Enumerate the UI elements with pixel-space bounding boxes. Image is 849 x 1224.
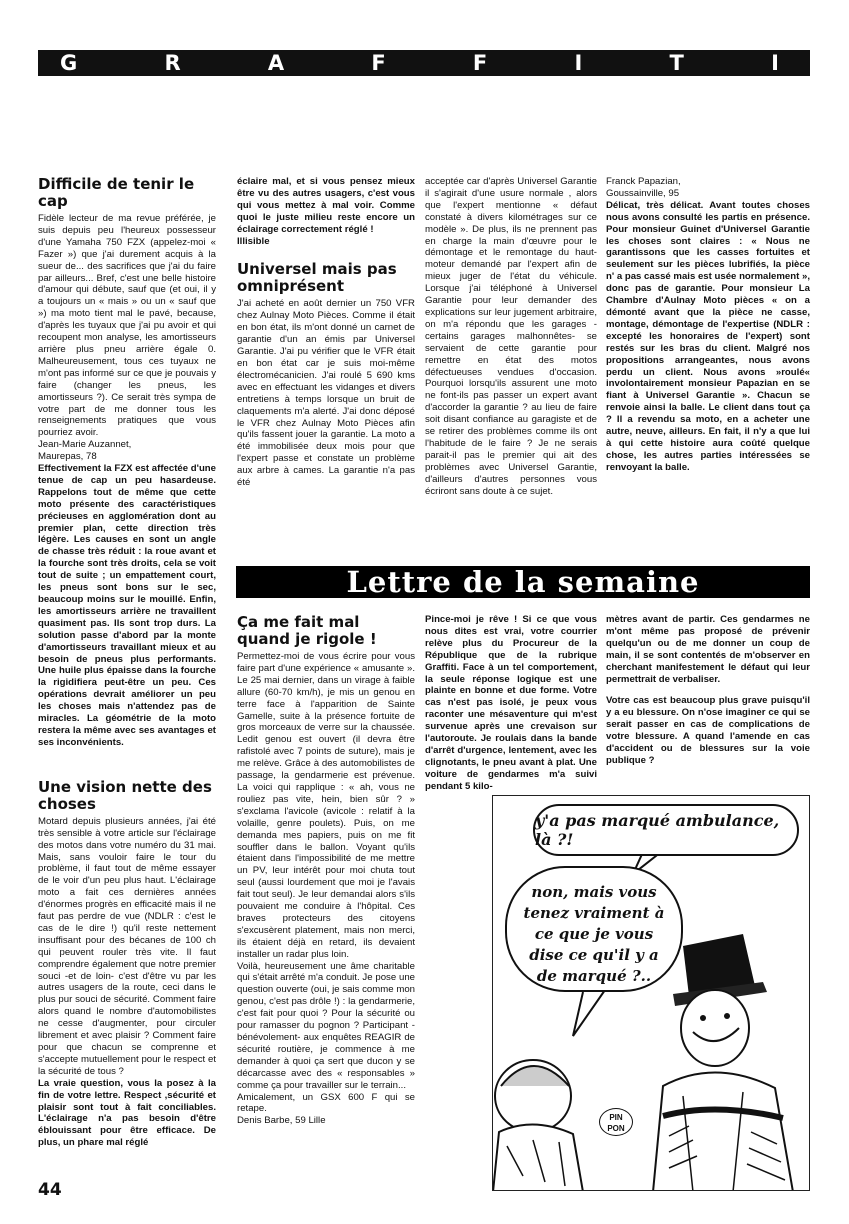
banner-letter: F	[472, 51, 489, 75]
column-2	[237, 176, 415, 489]
page-number: 44	[38, 1180, 62, 1200]
editor-answer: éclaire mal, et si vous pensez mieux être vu des autres usagers, c'est vous qui vous mettez à mal voir. Comme quoi le juste milieu reste encore un éclairage correctement réglé !	[237, 176, 415, 235]
banner-letter: G	[60, 51, 79, 75]
signature: Maurepas, 78	[38, 451, 97, 463]
banner-letter: A	[267, 51, 286, 75]
banner-letter: I	[574, 51, 584, 75]
signature: Denis Barbe, 59 Lille	[237, 1115, 326, 1127]
article-title: Universel mais pas omniprésent	[237, 260, 397, 296]
article-title: Difficile de tenir le cap	[38, 175, 195, 210]
column-4	[606, 176, 810, 474]
signature: Illisible	[237, 235, 270, 247]
speech-bubble-2: non, mais vous tenez vraiment à ce que je vous dise ce qu'il y a de marqué ?..	[505, 866, 683, 992]
column-lettre-1	[237, 614, 415, 1127]
letter-text: Voilà, heureusement une âme charitable qui s'était arrêté m'a conduit. Je pose une question ouverte (oui, je sais comme mon genou, c'est pas drôle !) : la gendarmerie, c'est fait pour quoi ? Pour la sécurité ou pour ramasser du pognon ? Participant -bénévolement- aux enquêtes REAGIR de sécurité routière, je commence à me demander à quoi ça sert que ducon y se décarcasse avec des « responsables » comme ça pour travailler sur le terrain...	[237, 960, 415, 1091]
editor-answer: Délicat, très délicat. Avant toutes choses nous avons consulté les partis en présence. Pour monsieur Guinet d'Universel Garantie les choses sont claires : « Nous ne garantissons que les casses fortuites et seulement sur les pièces lubrifiés, la pièce n' a pas cassé mais est usée normalement », donc pas de garantie. Pour monsieur La Chambre d'Aulnay Moto pièces « on a démonté avant que la pièce ne casse, montage, démontage de l'expertise (NDLR : excepté les honoraires de l'expert) sont restés sur les bras du client. Malgré nos propositions arrangeantes, nous avons perdu un client. Nous avons »roulé« involontairement monsieur Papazian en se fiant à Universel Garantie ». Chacun se renvoie ainsi la balle. Le client dans tout ça ? Il a revendu sa moto, en a acheter une autre, neuve, ailleurs. En fait, il n'y a que lui à qui cette histoire aura coûté quelque chose, les autres parties intéressées se renvoyant la balle.	[606, 199, 810, 473]
letter-text: J'ai acheté en août dernier un 750 VFR chez Aulnay Moto Pièces. Comme il était en bon état, ils m'ont donné un carnet de garantie d'un an émis par Universel Garantie. J'ai pu vérifier que le VFR était en bon état car je suis moi-même électromécanicien. J'ai roulé 5 690 kms avec en effectuant les vidanges et divers entretiens à temps lorsque un bruit de claquements m'a alerté. J'ai donc déposé le VFR chez Aulnay Moto Pièces afin qu'ils fassent jouer la garantie. La moto a été immobilisée deux mois pour que l'expert passe et constate un problème aux arbre à cames. La garantie n'a pas été	[237, 298, 415, 489]
editor-answer: Effectivement la FZX est affectée d'une tenue de cap un peu hasardeuse. Rappelons tout de même que cette moto présente des caractéristiques précieuses en agglomération dont au premier plan, cette direction très légère. Les causes en sont un angle de chasse très réduit : la roue avant et la fourche sont très droits, cela se voit tout de suite ; un empattement court, les pneus sont bons sur le sec, beaucoup moins sur le mouillé. Enfin, les amortisseurs arrière ne travaillent quasiment pas. Ils sont trop durs. La solution passe d'abord par la monte d'amortisseurs travaillant mieux et au besoin de pneus plus performants. Une huile plus épaisse dans la fourche la rigidifiera peut-être un peu. Ces opérations devrait améliorer un peu les choses mais n'attendez pas de miracles. La géométrie de la moto restera la même avec ses avantages et ses inconvénients.	[38, 463, 216, 748]
banner-letter: I	[771, 51, 780, 75]
banner-letter: T	[669, 51, 685, 75]
column-3	[425, 176, 597, 497]
graffiti-banner	[38, 50, 810, 76]
editor-answer: La vraie question, vous la posez à la fin de votre lettre. Respect ,sécurité et plaisir sont tout à fait conciliables. L'éclairage n'a pas besoin d'être éblouissant pour être efficace. De plus, un phare mal réglé	[38, 1077, 216, 1149]
signature: Franck Papazian,	[606, 176, 681, 187]
cartoon-illustration	[492, 795, 810, 1191]
letter-text: Amicalement, un GSX 600 F qui se retape.	[237, 1091, 415, 1115]
article-title: Une vision nette des choses	[38, 777, 212, 813]
article-title: Ça me fait mal quand je rigole !	[237, 613, 377, 648]
letter-text: Fidèle lecteur de ma revue préférée, je suis depuis peu l'heureux possesseur d'une Yamaha 750 FZX (appelez-moi « Fazer ») que j'ai durement acquis à la sueur de... des sacrifices que j'ai du faire par ailleurs... Bref, c'est une belle histoire d'amour qui débute, sauf que (et oui, il y a toujours un « mais » ou un « sauf que ») ma moto tient mal le pavé, because, d'après les tuyaux que j'ai pu avoir et qui recoupent mon analyse, les amortisseurs arrière plus pneu arrière égale 0. Malheureusement, tous ces tuyaux ne m'ont pas informé sur ce que je pouvais y faire (changer les pneus, les amortisseurs ?). Ce serait très sympa de votre part de me donner tous les renseignements pratiques que vous pourriez avoir.	[38, 213, 216, 439]
letter-text: acceptée car d'après Universel Garantie il s'agirait d'une usure normale , alors que l'expert mentionne « défaut constaté à divers kilométrages sur ce modèle ». De plus, ils ne prennent pas en charge la main d'œuvre pour le démontage et le remontage du haut-moteur demandé par l'expert afin de mieux juger de l'état du véhicule. Lorsque j'ai téléphoné à Universel Garantie pour leur demander des explications sur leur jugement arbitraire, on m'a répondu que les garages -certains garages malhonnêtes- se servaient de cette garantie pour remettre en état des motos défectueuses vendues d'occasion. Pourquoi lorsqu'ils assurent une moto ne font-ils pas passer un expert avant d'accorder la garantie ? au lieu de faire soit disant confiance au garagiste et de se retirer des problèmes comme ils ont l'habitude de le faire ? Je ne serais parait-il pas le premier qui ait des problèmes avec Universel Garantie, d'ailleurs d'autres personnes vous écriront sans doute à ce sujet.	[425, 176, 597, 497]
banner-letter: F	[371, 51, 387, 75]
letter-of-week-heading: Lettre de la semaine	[346, 565, 700, 599]
column-lettre-2	[425, 614, 597, 793]
column-lettre-3	[606, 614, 810, 767]
column-1	[38, 176, 216, 1149]
letter-text: Motard depuis plusieurs années, j'ai été très sensible à votre article sur l'éclairage des motos dans votre numéro du 31 mai. Mais, sans vouloir faire le tour du problème, il faut tout de même essayer de le voir d'un peu plus haut. L'éclairage moto a fait ces dernières années d'énormes progrès en efficacité mais il ne faut pas perdre de vue (NDLR : c'est le cas de le dire !) qu'il reste nettement insuffisant pour des bécanes de 100 ch qui peuvent rouler très vite. Il faut comprendre également que notre premier souci -et de loin- c'est d'être vu par les autres usagers de la route, ceci dans le plus pur souci de sécurité. Comment faire alors quand le nombre d'automobilistes ne cesse d'augmenter, pour circuler librement et avec plaisir ? Comment faire pour que chacun se comprenne et s'accepte mutuellement pour le respect et la sécurité de tous ?	[38, 815, 216, 1077]
speech-bubble-1: y'a pas marqué ambulance, là ?!	[533, 804, 799, 856]
banner-letter: R	[164, 51, 182, 75]
editor-answer: Pince-moi je rêve ! Si ce que vous nous dites est vrai, votre courrier relève plus du Procureur de la République que de la rubrique Graffiti. Face à un tel comportement, la seule réponse logique est une plainte en bonne et due forme. Votre cas n'est pas isolé, je peux vous raconter une mésaventure qui m'est survenue après une crevaison sur l'autoroute. Je roulais dans la bande d'arrêt d'urgence, lentement, avec les clignotants, le pneu avant à plat. Une voiture de gendarmes m'a suivi pendant 5 kilo-	[425, 614, 597, 792]
editor-answer: mètres avant de partir. Ces gendarmes ne m'ont même pas proposé de prévenir quelqu'un ou de me donner un coup de main, il se sont contentés de m'observer en cherchant manifestement le défaut qui leur permettrait de verbaliser.	[606, 614, 810, 685]
pinpon-label: PIN PON	[599, 1108, 633, 1136]
letter-of-week-banner	[236, 566, 810, 598]
signature: Goussainville, 95	[606, 187, 680, 199]
letter-text: Permettez-moi de vous écrire pour vous faire part d'une expérience « amusante ». Le 25 mai dernier, dans un virage à faible allure (60-70 km/h), je mis un genou en terre face à l'apparition de Sainte Gamelle, suite à la présence fortuite de gros morceaux de verre sur la chaussée. Ledit genou est ouvert (il devra être rafistolé avec 7 points de suture), mais je me relève. Grâce à des automobilistes de passage, la gendarmerie est prévenue. La voici qui rapplique : « ah, vous ne rouliez pas vite, hein, bien sûr ? » s'exclama l'avicole (avicole : relatif à la volaille, genre poulets). Puis, on me demanda mes papiers, puis on me fit souffler dans le ballon. Voyant qu'ils étaient dans l'impossibilité de me mettre un PV, leur intérêt pour moi chuta tout seul (aussi lourdement que moi je l'avais fait tout seul). Je leur demandai alors s'ils pouvaient me conduire à l'hôpital. Ces braves protecteurs des citoyens s'excusèrent platement, mais non merci, ils étaient déjà en retard, ils devaient installer un radar plus loin.	[237, 651, 415, 960]
editor-answer: Votre cas est beaucoup plus grave puisqu'il y a eu blessure. On n'ose imaginer ce qui se serait passer en cas de complications de votre blessure. A quand l'amende en cas d'accident ou de blessures sur la voie publique ?	[606, 695, 810, 766]
signature: Jean-Marie Auzannet,	[38, 439, 132, 451]
